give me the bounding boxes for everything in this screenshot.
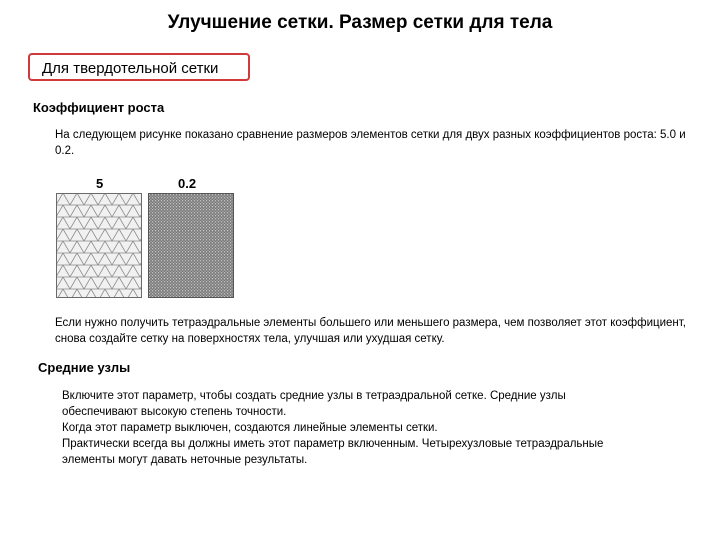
coarse-mesh-image — [56, 193, 142, 298]
midnodes-text — [62, 388, 702, 468]
midnodes-line: Включите этот параметр, чтобы создать средние узлы в тетраэдральной сетке. Средние узлы — [62, 390, 566, 402]
fine-mesh-image — [148, 193, 234, 298]
growth-outro: Если нужно получить тетраэдральные элементы большего или меньшего размера, чем позволяет этот коэффициент, снова создайте сетку на поверхностях тела, улучшая или ухудшая сетку. — [55, 317, 686, 345]
page-title: Улучшение сетки. Размер сетки для тела — [167, 12, 553, 33]
mesh-fine-label: 0.2 — [178, 176, 197, 191]
midnodes-heading: Средние узлы — [38, 360, 131, 375]
mesh-coarse-label: 5 — [96, 176, 104, 191]
solid-mesh-tab-label: Для твердотельной сетки — [42, 60, 219, 77]
growth-intro: На следующем рисунке показано сравнение размеров элементов сетки для двух разных коэффициентов роста: 5.0 и 0.2. — [55, 129, 686, 157]
growth-heading: Коэффициент роста — [33, 100, 165, 115]
midnodes-line: обеспечивают высокую степень точности. — [62, 406, 287, 418]
midnodes-line: Практически всегда вы должны иметь этот параметр включенным. Четырехузловые тетраэдральные — [62, 438, 604, 450]
midnodes-line: Когда этот параметр выключен, создаются линейные элементы сетки. — [62, 422, 438, 434]
midnodes-line: элементы могут давать неточные результаты. — [62, 454, 308, 466]
solid-mesh-tab[interactable] — [28, 53, 250, 81]
